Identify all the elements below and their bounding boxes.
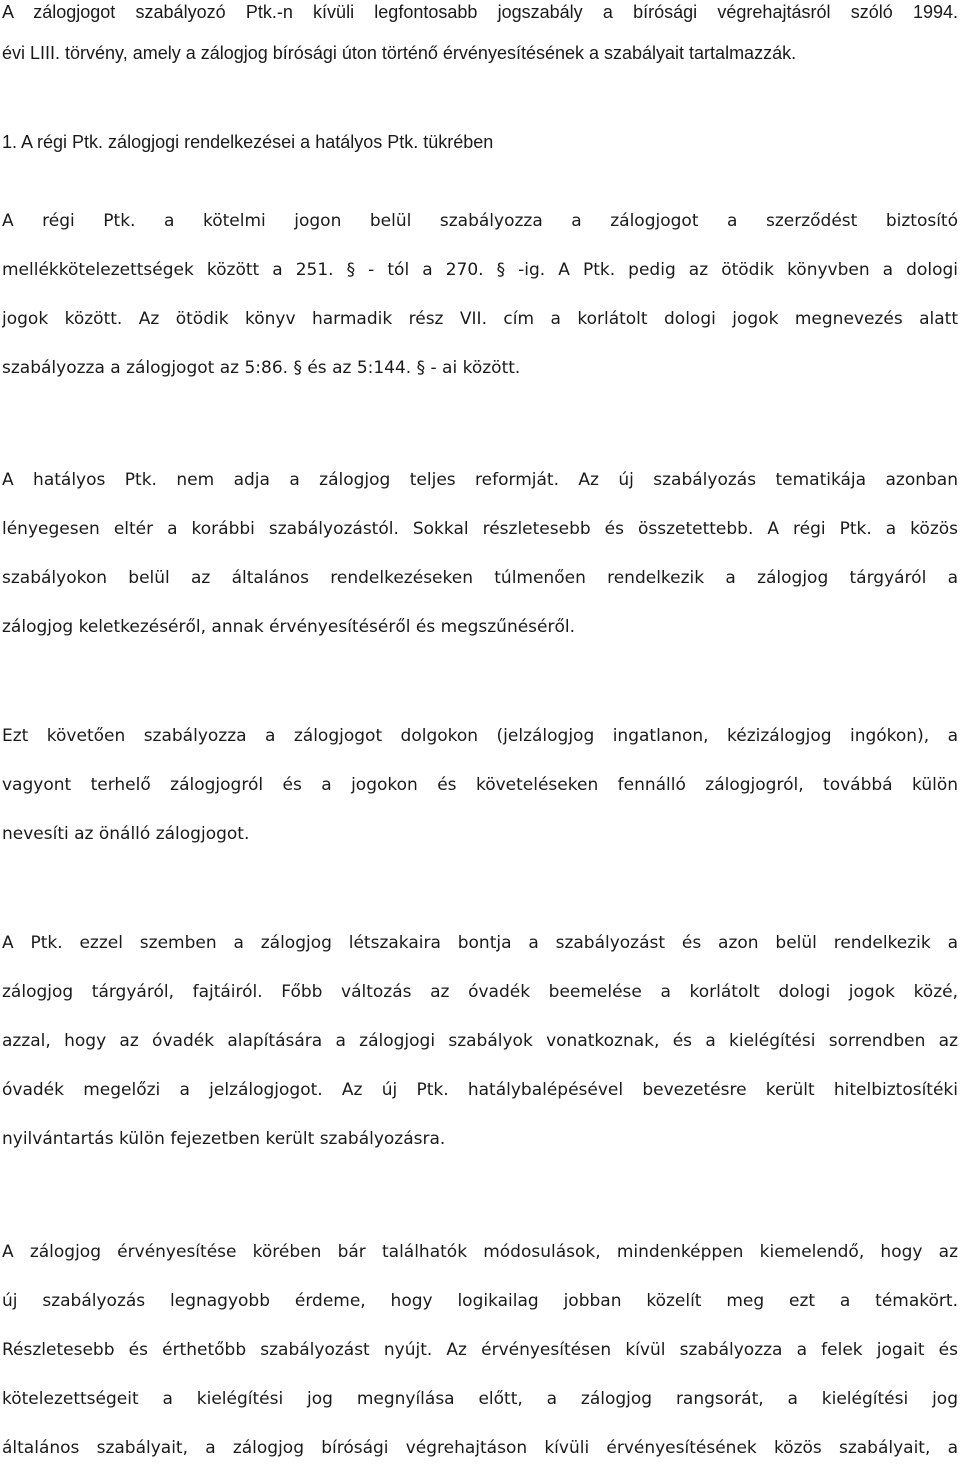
- text-line: vagyont terhelő zálogjogról és a jogokon és követeléseken fennálló zálogjogról, továbbá külön: [2, 775, 958, 795]
- text-line: A zálogjogot szabályozó Ptk.-n kívüli legfontosabb jogszabály a bírósági végrehajtásról szóló 1994.: [2, 2, 958, 22]
- paragraph-1: [2, 197, 958, 393]
- text-line: A régi Ptk. a kötelmi jogon belül szabályozza a zálogjogot a szerződést biztosító: [2, 211, 958, 231]
- text-line: szabályozza a zálogjogot az 5:86. § és az 5:144. § - ai között.: [2, 358, 521, 378]
- text-line: kötelezettségeit a kielégítési jog megnyílása előtt, a zálogjog rangsorát, a kielégítési jog: [2, 1389, 958, 1409]
- text-line: A hatályos Ptk. nem adja a zálogjog teljes reformját. Az új szabályozás tematikája azonban: [2, 470, 958, 490]
- intro-paragraph: [2, 0, 958, 74]
- text-line: Ezt követően szabályozza a zálogjogot dolgokon (jelzálogjog ingatlanon, kézizálogjog ingókon), a: [2, 726, 958, 746]
- paragraph-3: [2, 712, 958, 859]
- text-line: jogok között. Az ötödik könyv harmadik rész VII. cím a korlátolt dologi jogok megnevezés alatt: [2, 309, 958, 329]
- text-line: A zálogjog érvényesítése körében bár találhatók módosulások, mindenképpen kiemelendő, hogy az: [2, 1242, 958, 1262]
- paragraph-2: [2, 456, 958, 652]
- text-line: zálogjog keletkezéséről, annak érvényesítéséről és megszűnéséről.: [2, 617, 576, 637]
- text-line: Részletesebb és érthetőbb szabályozást nyújt. Az érvényesítésen kívül szabályozza a felek jogait és: [2, 1340, 958, 1360]
- text-line: mellékkötelezettségek között a 251. § - tól a 270. § -ig. A Ptk. pedig az ötödik könyvben a dologi: [2, 260, 958, 280]
- text-line: zálogjog tárgyáról, fajtáiról. Főbb változás az óvadék beemelése a korlátolt dologi jogok közé,: [2, 982, 958, 1002]
- text-line: nyilvántartás külön fejezetben került szabályozásra.: [2, 1129, 446, 1149]
- section-heading-text: 1. A régi Ptk. zálogjogi rendelkezései a hatályos Ptk. tükrében: [2, 132, 494, 152]
- section-heading: [2, 117, 958, 167]
- text-line: évi LIII. törvény, amely a zálogjog bírósági úton történő érvényesítésének a szabályait tartalmazzák.: [2, 43, 797, 63]
- text-line: nevesíti az önálló zálogjogot.: [2, 824, 250, 844]
- text-line: szabályokon belül az általános rendelkezéseken túlmenően rendelkezik a zálogjog tárgyáról a: [2, 568, 958, 588]
- paragraph-4: [2, 919, 958, 1164]
- text-line: új szabályozás legnagyobb érdeme, hogy logikailag jobban közelít meg ezt a témakört.: [2, 1291, 958, 1311]
- text-line: A Ptk. ezzel szemben a zálogjog létszakaira bontja a szabályozást és azon belül rendelkezik a: [2, 933, 958, 953]
- text-line: általános szabályait, a zálogjog bírósági végrehajtáson kívüli érvényesítésének közös szabályait, a: [2, 1438, 958, 1458]
- text-line: azzal, hogy az óvadék alapítására a zálogjogi szabályok vonatkoznak, és a kielégítési sorrendben az: [2, 1031, 958, 1051]
- paragraph-5: [2, 1228, 958, 1473]
- text-line: lényegesen eltér a korábbi szabályozástól. Sokkal részletesebb és összetettebb. A régi Ptk. a közös: [2, 519, 958, 539]
- text-line: óvadék megelőzi a jelzálogjogot. Az új Ptk. hatálybalépésével bevezetésre került hitelbiztosítéki: [2, 1080, 958, 1100]
